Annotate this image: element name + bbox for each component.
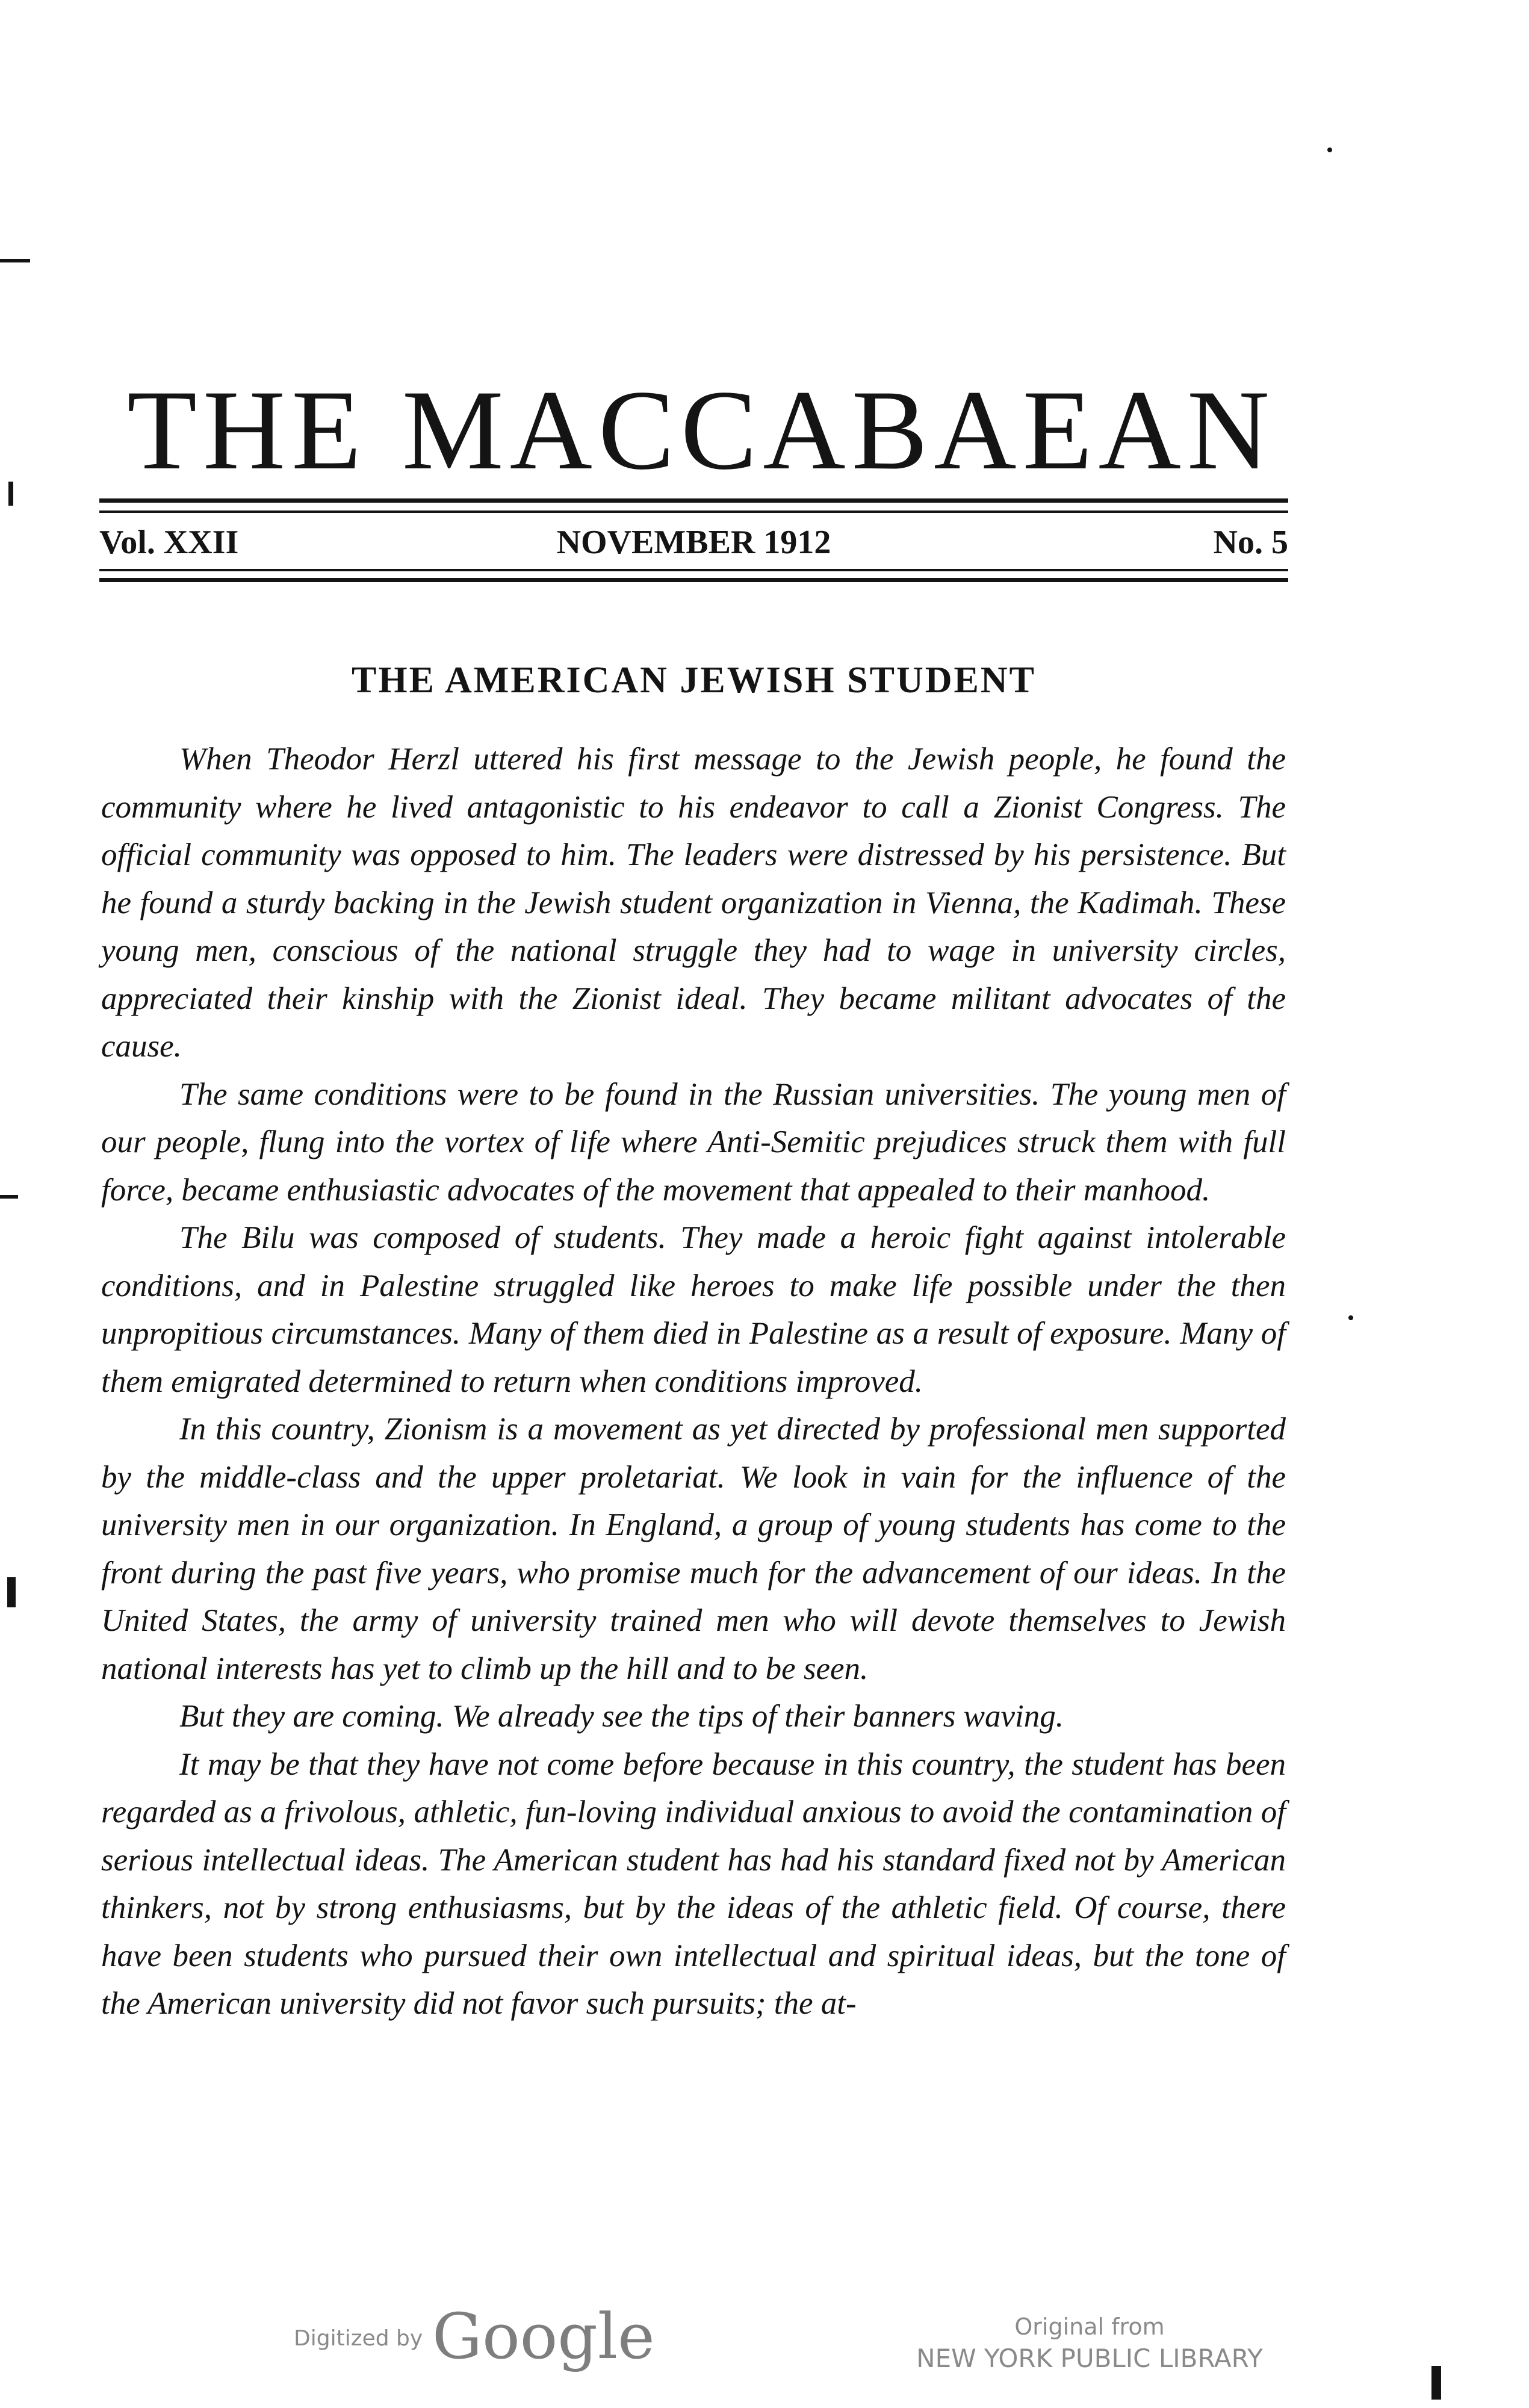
speck xyxy=(1327,147,1332,152)
volume-label: Vol. XXII xyxy=(99,524,239,561)
masthead-title: THE MACCABAEAN xyxy=(126,367,1276,494)
issue-date: NOVEMBER 1912 xyxy=(556,524,831,561)
issue-line xyxy=(99,521,1288,563)
paragraph: The same conditions were to be found in the Russian universities. The young men of our people, flung into the vortex of life where Anti-Semitic prejudices struck them with full force, became enthusiastic advocates of the movement that appealed to their manhood. xyxy=(101,1076,1286,1208)
google-logo: Google xyxy=(432,2300,655,2373)
paragraph: When Theodor Herzl uttered his first message to the Jewish people, he found the community where he lived antagonistic to his endeavor to call a Zionist Congress. The official community was opposed to him. The leaders were distressed by his persistence. But he found a sturdy backing in the Jewish student organization in Vienna, the Kadimah. These young men, conscious of the national struggle they had to wage in university circles, appreciated their kinship with the Zionist ideal. They became militant advocates of the cause. xyxy=(101,742,1286,1064)
margin-mark xyxy=(0,1195,18,1199)
masthead-rule-top-thin xyxy=(99,510,1288,513)
speck xyxy=(1348,1315,1353,1320)
margin-mark xyxy=(8,482,13,506)
paragraph: In this country, Zionism is a movement as yet directed by professional men supported by the middle-class and the upper proletariat. We look in vain for the influence of the university men in our organization. In England, a group of young students has come to the front during the past five years, who promise much for the advancement of our ideas. In the United States, the army of university trained men who will devote themselves to Jewish national interests has yet to climb up the hill and to be seen. xyxy=(101,1412,1286,1686)
library-name: NEW YORK PUBLIC LIBRARY xyxy=(916,2344,1263,2373)
margin-mark xyxy=(7,1577,16,1607)
masthead-rule-bottom-thin xyxy=(99,569,1288,571)
margin-mark xyxy=(0,259,30,262)
issue-number: No. 5 xyxy=(1213,524,1288,561)
source-credit xyxy=(879,2312,1300,2375)
article-title: THE AMERICAN JEWISH STUDENT xyxy=(352,660,1036,701)
masthead-rule-bottom-thick xyxy=(99,578,1288,582)
paragraph: The Bilu was composed of students. They made a heroic fight against intolerable conditions, and in Palestine struggled like heroes to make life possible under the then unpropitious circumstances. Many of them died in Palestine as a result of exposure. Many of them emigrated determined to return when conditions improved. xyxy=(101,1220,1286,1399)
digitized-by-label: Digitized by xyxy=(294,2326,423,2351)
paragraph: But they are coming. We already see the tips of their banners waving. xyxy=(179,1699,1064,1734)
original-from-label: Original from xyxy=(1014,2313,1165,2340)
article-body xyxy=(101,736,1286,2028)
masthead-rule-top-thick xyxy=(99,498,1288,503)
margin-mark xyxy=(1431,2366,1441,2400)
paragraph: It may be that they have not come before because in this country, the student has been regarded as a frivolous, athletic, fun-loving individual anxious to avoid the contamination of serious intellectual ideas. The American student has had his standard fixed not by American thinkers, not by strong enthusiasms, but by the ideas of the athletic field. Of course, there have been students who pursued their own intellectual and spiritual ideas, but the tone of the American university did not favor such pursuits; the at- xyxy=(101,1746,1286,2021)
